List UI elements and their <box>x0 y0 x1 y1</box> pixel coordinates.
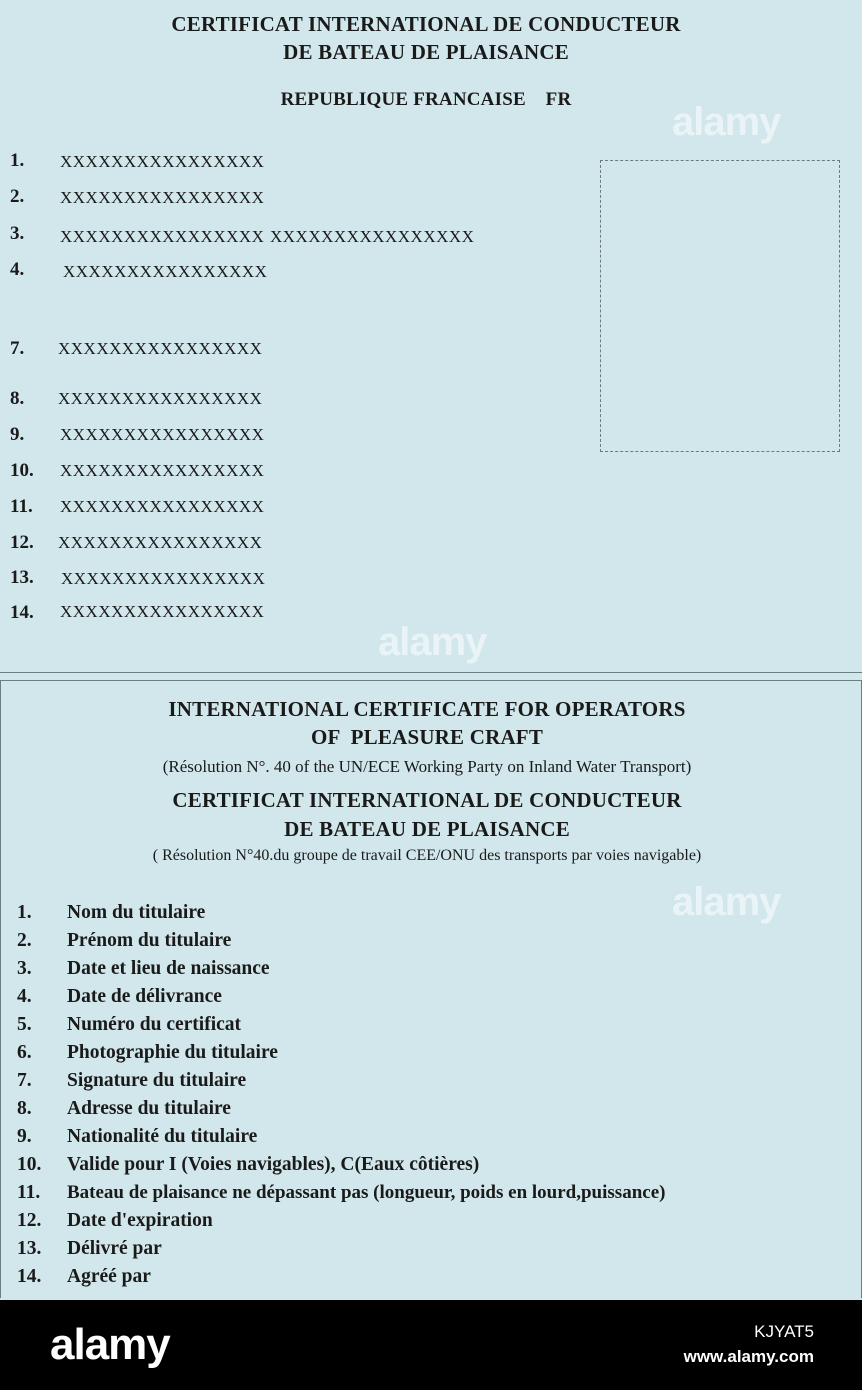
item-label: Photographie du titulaire <box>67 1042 278 1063</box>
field-number: 11. <box>10 496 33 517</box>
field-value: XXXXXXXXXXXXXXXX <box>58 389 263 408</box>
watermark: alamy <box>672 100 781 144</box>
field-value: XXXXXXXXXXXXXXXX <box>58 339 263 358</box>
item-number: 1. <box>17 902 32 923</box>
resolution-fr: ( Résolution N°40.du groupe de travail CEE/ONU des transports par voies navigable) <box>152 847 702 864</box>
title-fr-line1: CERTIFICAT INTERNATIONAL DE CONDUCTEUR <box>172 788 682 812</box>
item-label: Bateau de plaisance ne dépassant pas (longueur, poids en lourd,puissance) <box>67 1182 666 1203</box>
watermark: alamy <box>378 620 487 664</box>
field-value: XXXXXXXXXXXXXXXX <box>60 602 265 621</box>
field-number: 3. <box>10 223 25 244</box>
certificate-title-line2: DE BATEAU DE PLAISANCE <box>283 40 569 64</box>
field-value: XXXXXXXXXXXXXXXX <box>63 262 268 281</box>
item-number: 7. <box>17 1070 32 1091</box>
watermark: alamy <box>672 880 781 924</box>
item-label: Nationalité du titulaire <box>67 1126 258 1147</box>
item-number: 4. <box>17 986 32 1007</box>
item-number: 9. <box>17 1126 32 1147</box>
field-value: XXXXXXXXXXXXXXXX <box>60 188 265 207</box>
certificate-back-panel <box>0 680 862 1298</box>
item-label: Nom du titulaire <box>67 902 206 923</box>
item-number: 12. <box>17 1210 42 1231</box>
item-number: 8. <box>17 1098 32 1119</box>
title-en-line1: INTERNATIONAL CERTIFICATE FOR OPERATORS <box>168 697 686 721</box>
title-en-line2: OF PLEASURE CRAFT <box>310 725 544 749</box>
field-number: 9. <box>10 424 25 445</box>
field-number: 1. <box>10 150 25 171</box>
item-label: Date de délivrance <box>67 986 222 1007</box>
item-label: Agréé par <box>67 1266 151 1287</box>
item-number: 13. <box>17 1238 42 1259</box>
field-number: 7. <box>10 338 25 359</box>
item-number: 11. <box>17 1182 41 1203</box>
item-number: 6. <box>17 1042 32 1063</box>
item-label: Date et lieu de naissance <box>67 958 270 979</box>
item-number: 5. <box>17 1014 32 1035</box>
field-value: XXXXXXXXXXXXXXXX <box>60 425 265 444</box>
image-id: KJYAT5 <box>754 1322 814 1341</box>
item-label: Signature du titulaire <box>67 1070 247 1091</box>
field-number: 2. <box>10 186 25 207</box>
item-number: 14. <box>17 1266 42 1287</box>
field-value-secondary: XXXXXXXXXXXXXXXX <box>270 227 475 246</box>
field-number: 12. <box>10 532 34 553</box>
certificate-title-line1: CERTIFICAT INTERNATIONAL DE CONDUCTEUR <box>171 12 681 36</box>
field-number: 14. <box>10 602 34 623</box>
footer-url: www.alamy.com <box>683 1347 814 1366</box>
field-number: 13. <box>10 567 34 588</box>
field-value: XXXXXXXXXXXXXXXX <box>60 227 265 246</box>
field-number: 4. <box>10 259 25 280</box>
item-number: 10. <box>17 1154 42 1175</box>
item-label: Numéro du certificat <box>67 1014 242 1035</box>
field-number: 10. <box>10 460 34 481</box>
field-number: 8. <box>10 388 25 409</box>
item-number: 3. <box>17 958 32 979</box>
item-label: Délivré par <box>67 1238 162 1259</box>
stock-footer <box>0 1300 862 1390</box>
item-label: Valide pour I (Voies navigables), C(Eaux côtières) <box>67 1154 480 1175</box>
issuing-country: REPUBLIQUE FRANCAISE FR <box>280 89 572 110</box>
field-value: XXXXXXXXXXXXXXXX <box>58 533 263 552</box>
alamy-logo: alamy <box>50 1320 170 1369</box>
item-number: 2. <box>17 930 32 951</box>
resolution-en: (Résolution N°. 40 of the UN/ECE Working Party on Inland Water Transport) <box>162 757 692 776</box>
title-fr-line2: DE BATEAU DE PLAISANCE <box>284 817 570 841</box>
field-value: XXXXXXXXXXXXXXXX <box>61 569 266 588</box>
photo-placeholder <box>600 160 840 452</box>
item-label: Prénom du titulaire <box>67 930 232 951</box>
field-value: XXXXXXXXXXXXXXXX <box>60 152 265 171</box>
item-label: Date d'expiration <box>67 1210 213 1231</box>
field-value: XXXXXXXXXXXXXXXX <box>60 461 265 480</box>
item-label: Adresse du titulaire <box>67 1098 231 1119</box>
field-value: XXXXXXXXXXXXXXXX <box>60 497 265 516</box>
